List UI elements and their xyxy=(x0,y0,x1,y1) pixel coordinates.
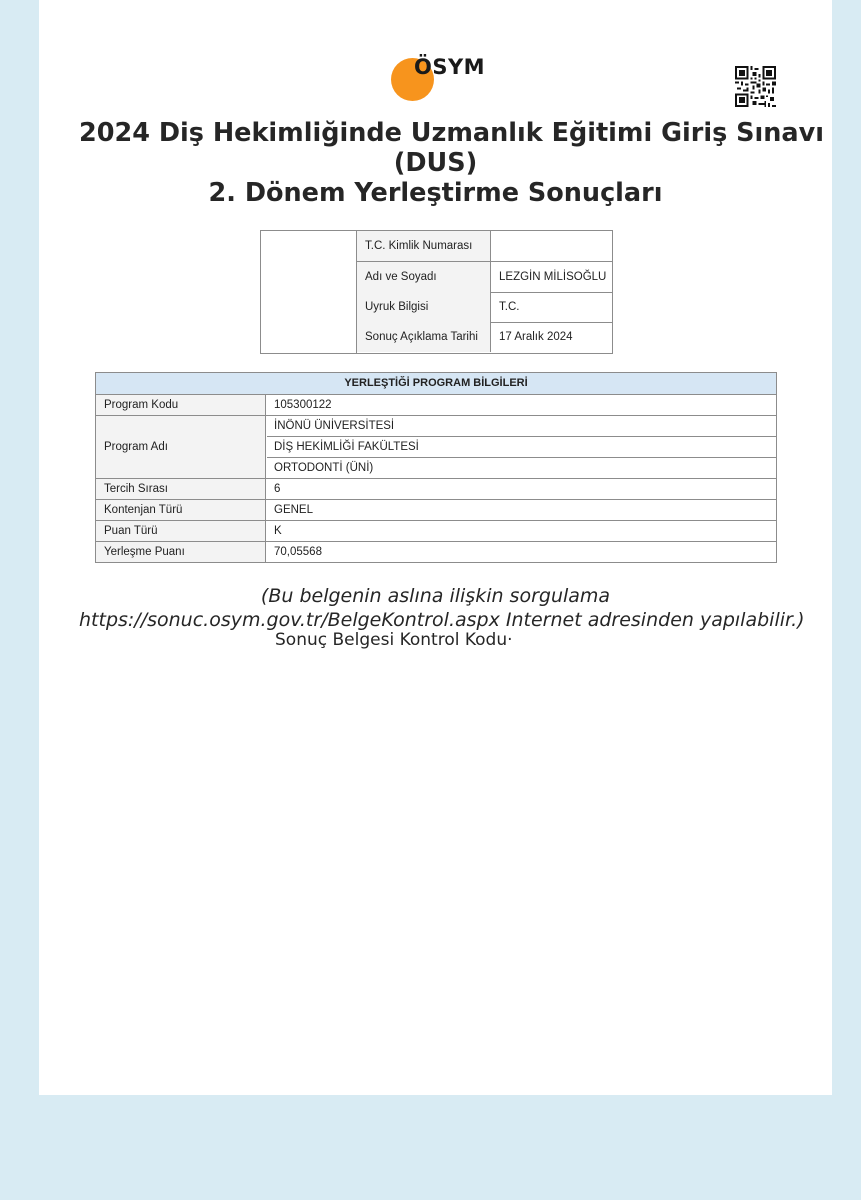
score-type-label: Puan Türü xyxy=(96,521,266,541)
candidate-nationality-value: T.C. xyxy=(499,301,520,313)
candidate-id-label: T.C. Kimlik Numarası xyxy=(357,231,491,261)
candidate-row-date xyxy=(357,322,612,352)
quota-type-label: Kontenjan Türü xyxy=(96,500,266,520)
placement-score-value: 70,05568 xyxy=(274,546,322,558)
osym-logo xyxy=(391,55,491,103)
program-table-header: YERLEŞTİĞİ PROGRAM BİLGİLERİ xyxy=(96,373,776,395)
score-type-value: K xyxy=(274,525,282,537)
program-code-row xyxy=(96,395,776,416)
placement-score-row xyxy=(96,542,776,562)
program-name-row xyxy=(96,416,776,479)
placement-score-label: Yerleşme Puanı xyxy=(96,542,266,562)
title-line-3: 2. Dönem Yerleştirme Sonuçları xyxy=(208,178,663,208)
program-faculty: DİŞ HEKİMLİĞİ FAKÜLTESİ xyxy=(267,437,776,458)
document-title xyxy=(79,118,824,208)
program-code-label: Program Kodu xyxy=(96,395,266,415)
candidate-nationality-label: Uyruk Bilgisi xyxy=(357,292,491,322)
verification-note-line-2: https://sonuc.osym.gov.tr/BelgeKontrol.aspx Internet adresinden yapılabilir.) xyxy=(79,609,805,631)
candidate-row-nationality xyxy=(357,292,612,323)
verification-note-line-1: (Bu belgenin aslına ilişkin sorgulama xyxy=(260,585,611,607)
program-name-label: Program Adı xyxy=(96,416,266,478)
quota-type-row xyxy=(96,500,776,521)
candidate-id-value xyxy=(492,231,612,261)
title-line-2: (DUS) xyxy=(393,148,478,178)
program-code-value: 105300122 xyxy=(274,399,332,411)
result-date-value: 17 Aralık 2024 xyxy=(499,331,573,343)
qr-code-icon xyxy=(735,66,776,107)
quota-type-value: GENEL xyxy=(274,504,313,516)
preference-rank-row xyxy=(96,479,776,500)
title-line-1: 2024 Diş Hekimliğinde Uzmanlık Eğitimi Giriş Sınavı xyxy=(79,118,824,148)
result-date-label: Sonuç Açıklama Tarihi xyxy=(357,322,491,352)
candidate-name-value: LEZGİN MİLİSOĞLU xyxy=(499,271,607,283)
control-code-label: Sonuç Belgesi Kontrol Kodu· xyxy=(275,630,513,650)
program-department: ORTODONTİ (ÜNİ) xyxy=(274,462,374,474)
candidate-name-label: Adı ve Soyadı xyxy=(357,262,491,292)
program-info-table xyxy=(95,372,777,563)
candidate-info-table xyxy=(260,230,613,354)
preference-rank-value: 6 xyxy=(274,483,281,495)
candidate-photo xyxy=(261,231,357,353)
osym-logo-text: ÖSYM xyxy=(414,55,486,79)
preference-rank-label: Tercih Sırası xyxy=(96,479,266,499)
score-type-row xyxy=(96,521,776,542)
candidate-row-id xyxy=(357,231,612,262)
program-university: İNÖNÜ ÜNİVERSİTESİ xyxy=(267,416,776,437)
verification-note xyxy=(79,584,805,632)
candidate-row-name xyxy=(357,262,612,293)
document-page xyxy=(39,0,832,1095)
